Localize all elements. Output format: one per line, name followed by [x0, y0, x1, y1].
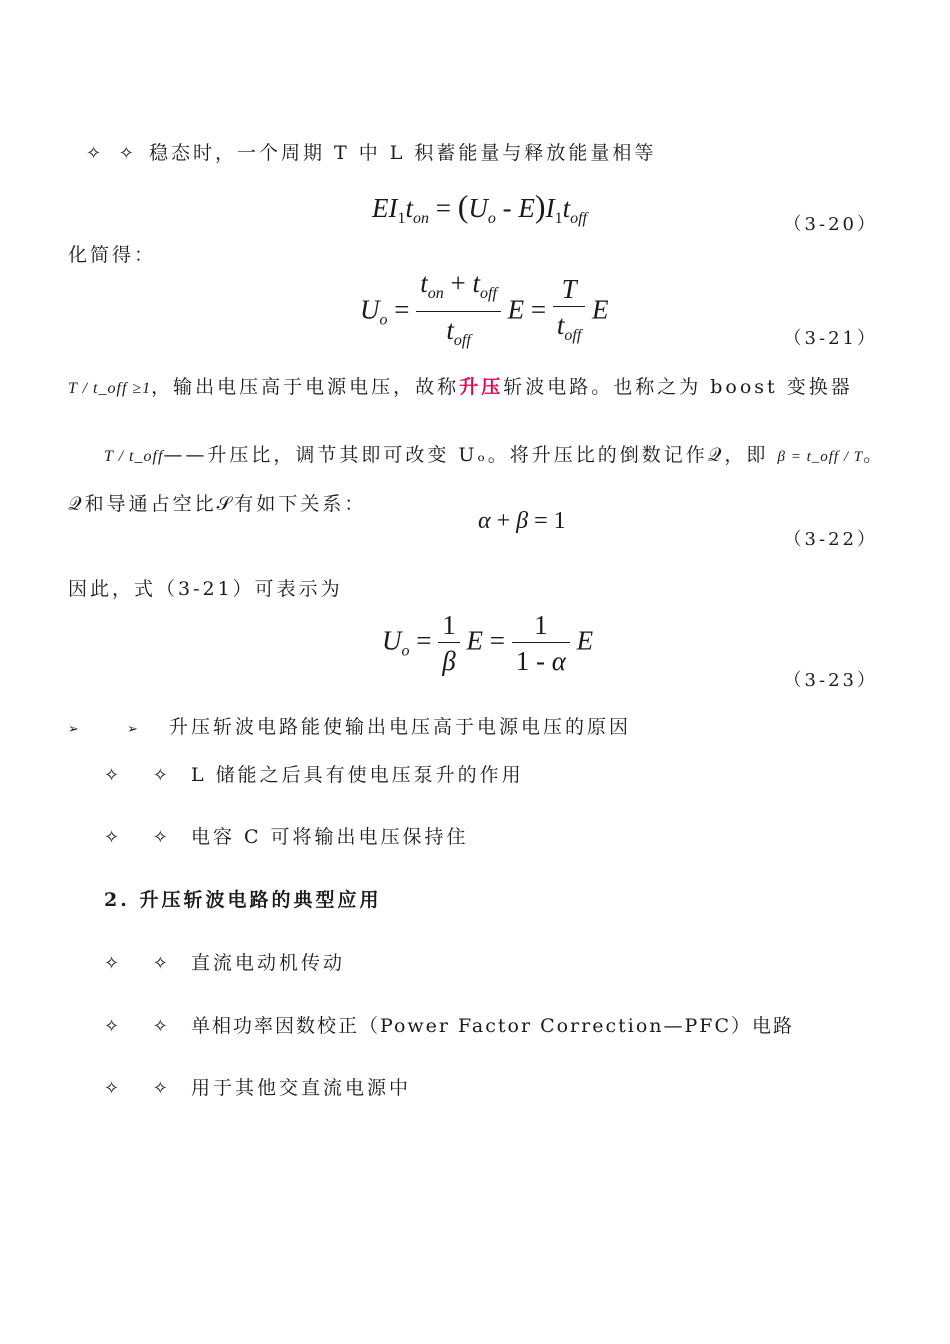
equation-3-23: $U_o$ = $\frac{1}{\beta}$ E = $\frac{1}{1 - \alpha}$ E	[382, 610, 594, 676]
list-item: ✧ ✧ 直流电动机传动	[104, 952, 345, 974]
paragraph-boost: T / t_off ≥1，输出电压高于电源电压，故称升压斩波电路。也称之为 boost 变换器	[68, 376, 853, 398]
paragraph-steady-state	[86, 138, 656, 165]
beta-symbol: 𝒬	[707, 444, 725, 466]
diamond-bullet-icon: ✧ ✧	[104, 765, 182, 786]
diamond-bullet-icon: ✧ ✧	[104, 1078, 182, 1099]
equation-number: （3-23）	[783, 670, 878, 691]
equation-3-22: α + β = 1	[478, 508, 566, 534]
list-item: ➢ ➢ 升压斩波电路能使输出电压高于电源电压的原因	[68, 716, 631, 738]
paragraph-relation: 𝒬和导通占空比𝒮有如下关系：	[68, 493, 367, 515]
beta-formula: β = t_off / T	[777, 449, 864, 465]
diamond-bullet-icon: ✧ ✧	[86, 143, 140, 164]
equation-3-21: $U_o$ = $\frac{t_{on} + t_{off}}{t_{off}}$ E = $\frac{T}{t_{off}}$ E	[360, 268, 609, 349]
equation-number: （3-21）	[783, 328, 878, 349]
equation-number: （3-20）	[783, 214, 878, 235]
alpha-symbol: 𝒮	[216, 493, 235, 515]
highlight-text: 升压	[459, 376, 504, 398]
list-item: ✧ ✧ 单相功率因数校正（Power Factor Correction—PFC）电路	[104, 1015, 794, 1037]
section-heading: 2. 升压斩波电路的典型应用	[104, 889, 382, 911]
ratio-expression: T / t_off	[104, 448, 164, 465]
beta-symbol: 𝒬	[68, 493, 85, 515]
diamond-bullet-icon: ✧ ✧	[104, 1016, 182, 1037]
diamond-bullet-icon: ✧ ✧	[104, 953, 182, 974]
paragraph-therefore: 因此，式（3-21）可表示为	[68, 578, 343, 600]
diamond-bullet-icon: ✧ ✧	[104, 827, 182, 848]
equation-3-20: $EI_1t_{on} = (U_o - E)I_1t_{off}$	[372, 188, 587, 227]
arrow-bullet-icon: ➢ ➢	[68, 722, 160, 737]
equation-number: （3-22）	[783, 529, 878, 550]
list-item: ✧ ✧ L 储能之后具有使电压泵升的作用	[104, 764, 524, 786]
list-item: ✧ ✧ 电容 C 可将输出电压保持住	[104, 826, 469, 848]
ratio-expression: T / t_off ≥1	[68, 380, 152, 397]
paragraph-ratio: T / t_off——升压比，调节其即可改变 Uₒ。将升压比的倒数记作𝒬，即 β = t_off / T。	[104, 444, 886, 466]
list-item: ✧ ✧ 用于其他交直流电源中	[104, 1077, 411, 1099]
paragraph-simplify: 化简得：	[68, 244, 157, 266]
paragraph-text: 稳态时，一个周期 T 中 L 积蓄能量与释放能量相等	[148, 142, 657, 164]
